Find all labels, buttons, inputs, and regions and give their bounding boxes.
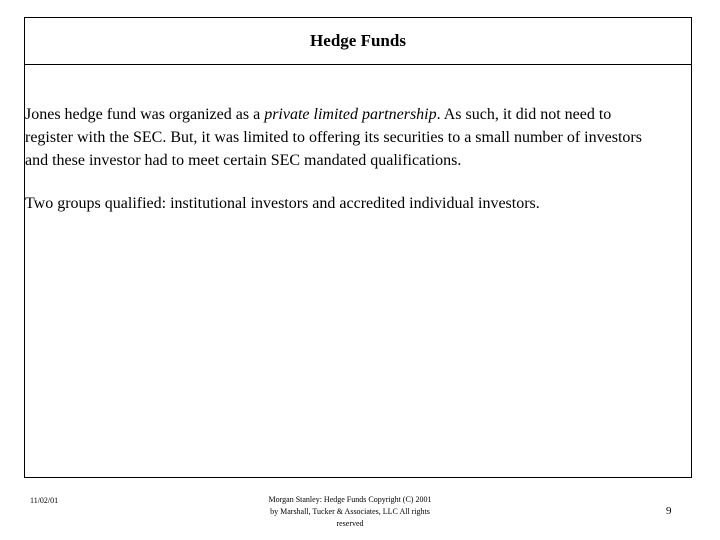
footer-copyright-line-2: by Marshall, Tucker & Associates, LLC All rights — [270, 507, 430, 516]
paragraph-1-text-end: . As such, it did not need to register with the SEC. But, it was limited to offering its securities to a small number of investors and these investor had to meet certain SEC mandated qualifications. — [25, 106, 642, 169]
title-bar — [25, 18, 691, 65]
paragraph-1-text-start: Jones hedge fund was organized as a — [25, 106, 265, 123]
footer-copyright-line-1: Morgan Stanley: Hedge Funds Copyright (C) 2001 — [268, 495, 432, 504]
page-number: 9 — [666, 505, 672, 517]
footer-date: 11/02/01 — [30, 496, 59, 505]
slide-frame — [24, 17, 692, 478]
slide-body — [25, 103, 645, 215]
footer-copyright — [230, 494, 470, 530]
paragraph-1-emphasis: private limited partnership — [264, 106, 437, 123]
slide-title: Hedge Funds — [310, 31, 406, 50]
footer-copyright-line-3: reserved — [336, 519, 364, 528]
body-paragraph-2: Two groups qualified: institutional investors and accredited individual investors. — [25, 195, 540, 212]
body-paragraph-1 — [25, 103, 645, 172]
